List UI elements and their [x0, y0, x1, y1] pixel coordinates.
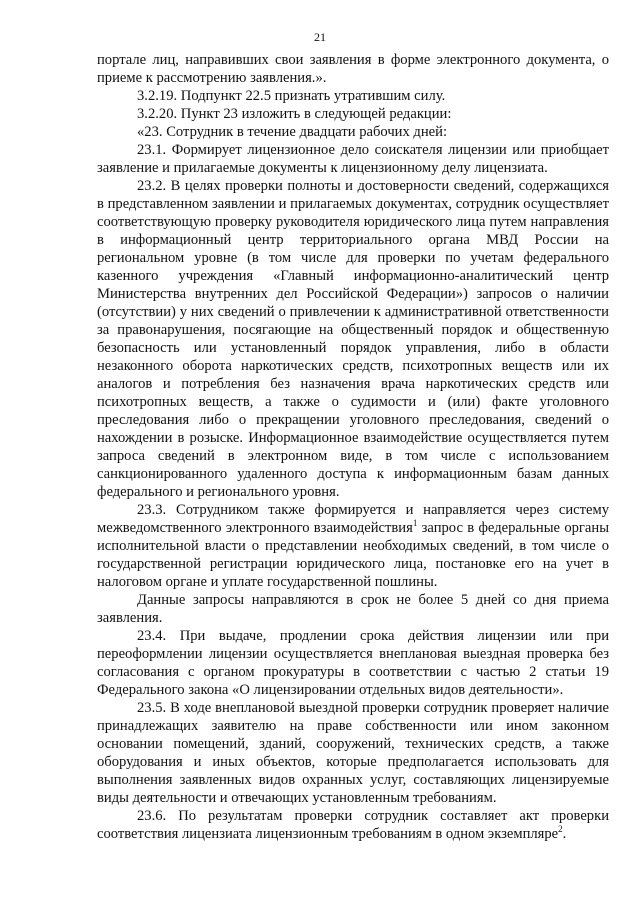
footnote-ref-2: 2	[558, 824, 563, 834]
paragraph-23-6-text-after: .	[562, 826, 567, 842]
document-body	[97, 51, 609, 843]
paragraph-3-2-19: 3.2.19. Подпункт 22.5 признать утратившим силу.	[137, 88, 446, 104]
paragraph-23-2: 23.2. В целях проверки полноты и достоверности сведений, содержащихся в представленном заявлении и прилагаемых документах, сотрудник осуществляет соответствующую проверку руководителя юридического лица путем направления в информационный центр территориального органа МВД России на региональном уровне (в том числе для проверки по учетам федерального казенного учреждения «Главный информационно-аналитический центр Министерства внутренних дел Российской Федерации») запросов о наличии (отсутствии) у них сведений о привлечении к административной ответственности за правонарушения, посягающие на общественный порядок и общественную безопасность или установленный порядок управления, либо в области незаконного оборота наркотических средств, психотропных веществ или их аналогов и потребления без назначения врача наркотических средств или психотропных веществ, а также о судимости и (или) факте уголовного преследования либо о прекращении уголовного преследования, сведений о нахождении в розыске. Информационное взаимодействие осуществляется путем запроса сведений в электронном виде, в том числе с использованием санкционированного удаленного доступа к информационным базам данных федерального и регионального уровня.	[97, 178, 609, 500]
paragraph-3-2-20: 3.2.20. Пункт 23 изложить в следующей редакции:	[137, 106, 452, 122]
paragraph-23-5: 23.5. В ходе внеплановой выездной проверки сотрудник проверяет наличие принадлежащих заявителю на праве собственности или ином законном основании помещений, зданий, сооружений, технических средств, а также оборудования и иных объектов, которые предполагается использовать для выполнения заявленных видов охранных услуг, составляющих лицензируемые виды деятельности и отвечающих установленным требованиям.	[97, 700, 609, 806]
paragraph-23-intro: «23. Сотрудник в течение двадцати рабочих дней:	[137, 124, 448, 140]
paragraph-23-3-text-before: 23.3. Сотрудником также формируется и направляется через систему межведомственного электронного взаимодействия	[97, 502, 609, 536]
footnote-ref-1: 1	[412, 518, 418, 528]
page-number: 21	[314, 30, 326, 44]
paragraph-continuation: порталe лиц, направивших свои заявления в форме электронного документа, о приеме к рассмотрению заявления.».	[97, 52, 609, 86]
paragraph-requests-deadline: Данные запросы направляются в срок не более 5 дней со дня приема заявления.	[97, 592, 609, 626]
paragraph-23-3	[97, 501, 609, 591]
paragraph-23-4: 23.4. При выдаче, продлении срока действия лицензии или при переоформлении лицензии осуществляется внеплановая выездная проверка без согласования с органом прокуратуры в соответствии с частью 2 статьи 19 Федерального закона «О лицензировании отдельных видов деятельности».	[97, 628, 609, 698]
paragraph-23-1: 23.1. Формирует лицензионное дело соискателя лицензии или приобщает заявление и прилагаемые документы к лицензионному делу лицензиата.	[97, 142, 609, 176]
paragraph-23-6	[97, 807, 609, 843]
paragraph-23-3-text-after: запрос в федеральные органы исполнительной власти о представлении необходимых сведений, в том числе о государственной регистрации юридического лица, постановке его на учет в налоговом органе и уплате государственной пошлины.	[97, 520, 610, 590]
paragraph-23-6-text-before: 23.6. По результатам проверки сотрудник составляет акт проверки соответствия лицензиата лицензионным требованиям в одном экземпляре	[97, 808, 609, 842]
